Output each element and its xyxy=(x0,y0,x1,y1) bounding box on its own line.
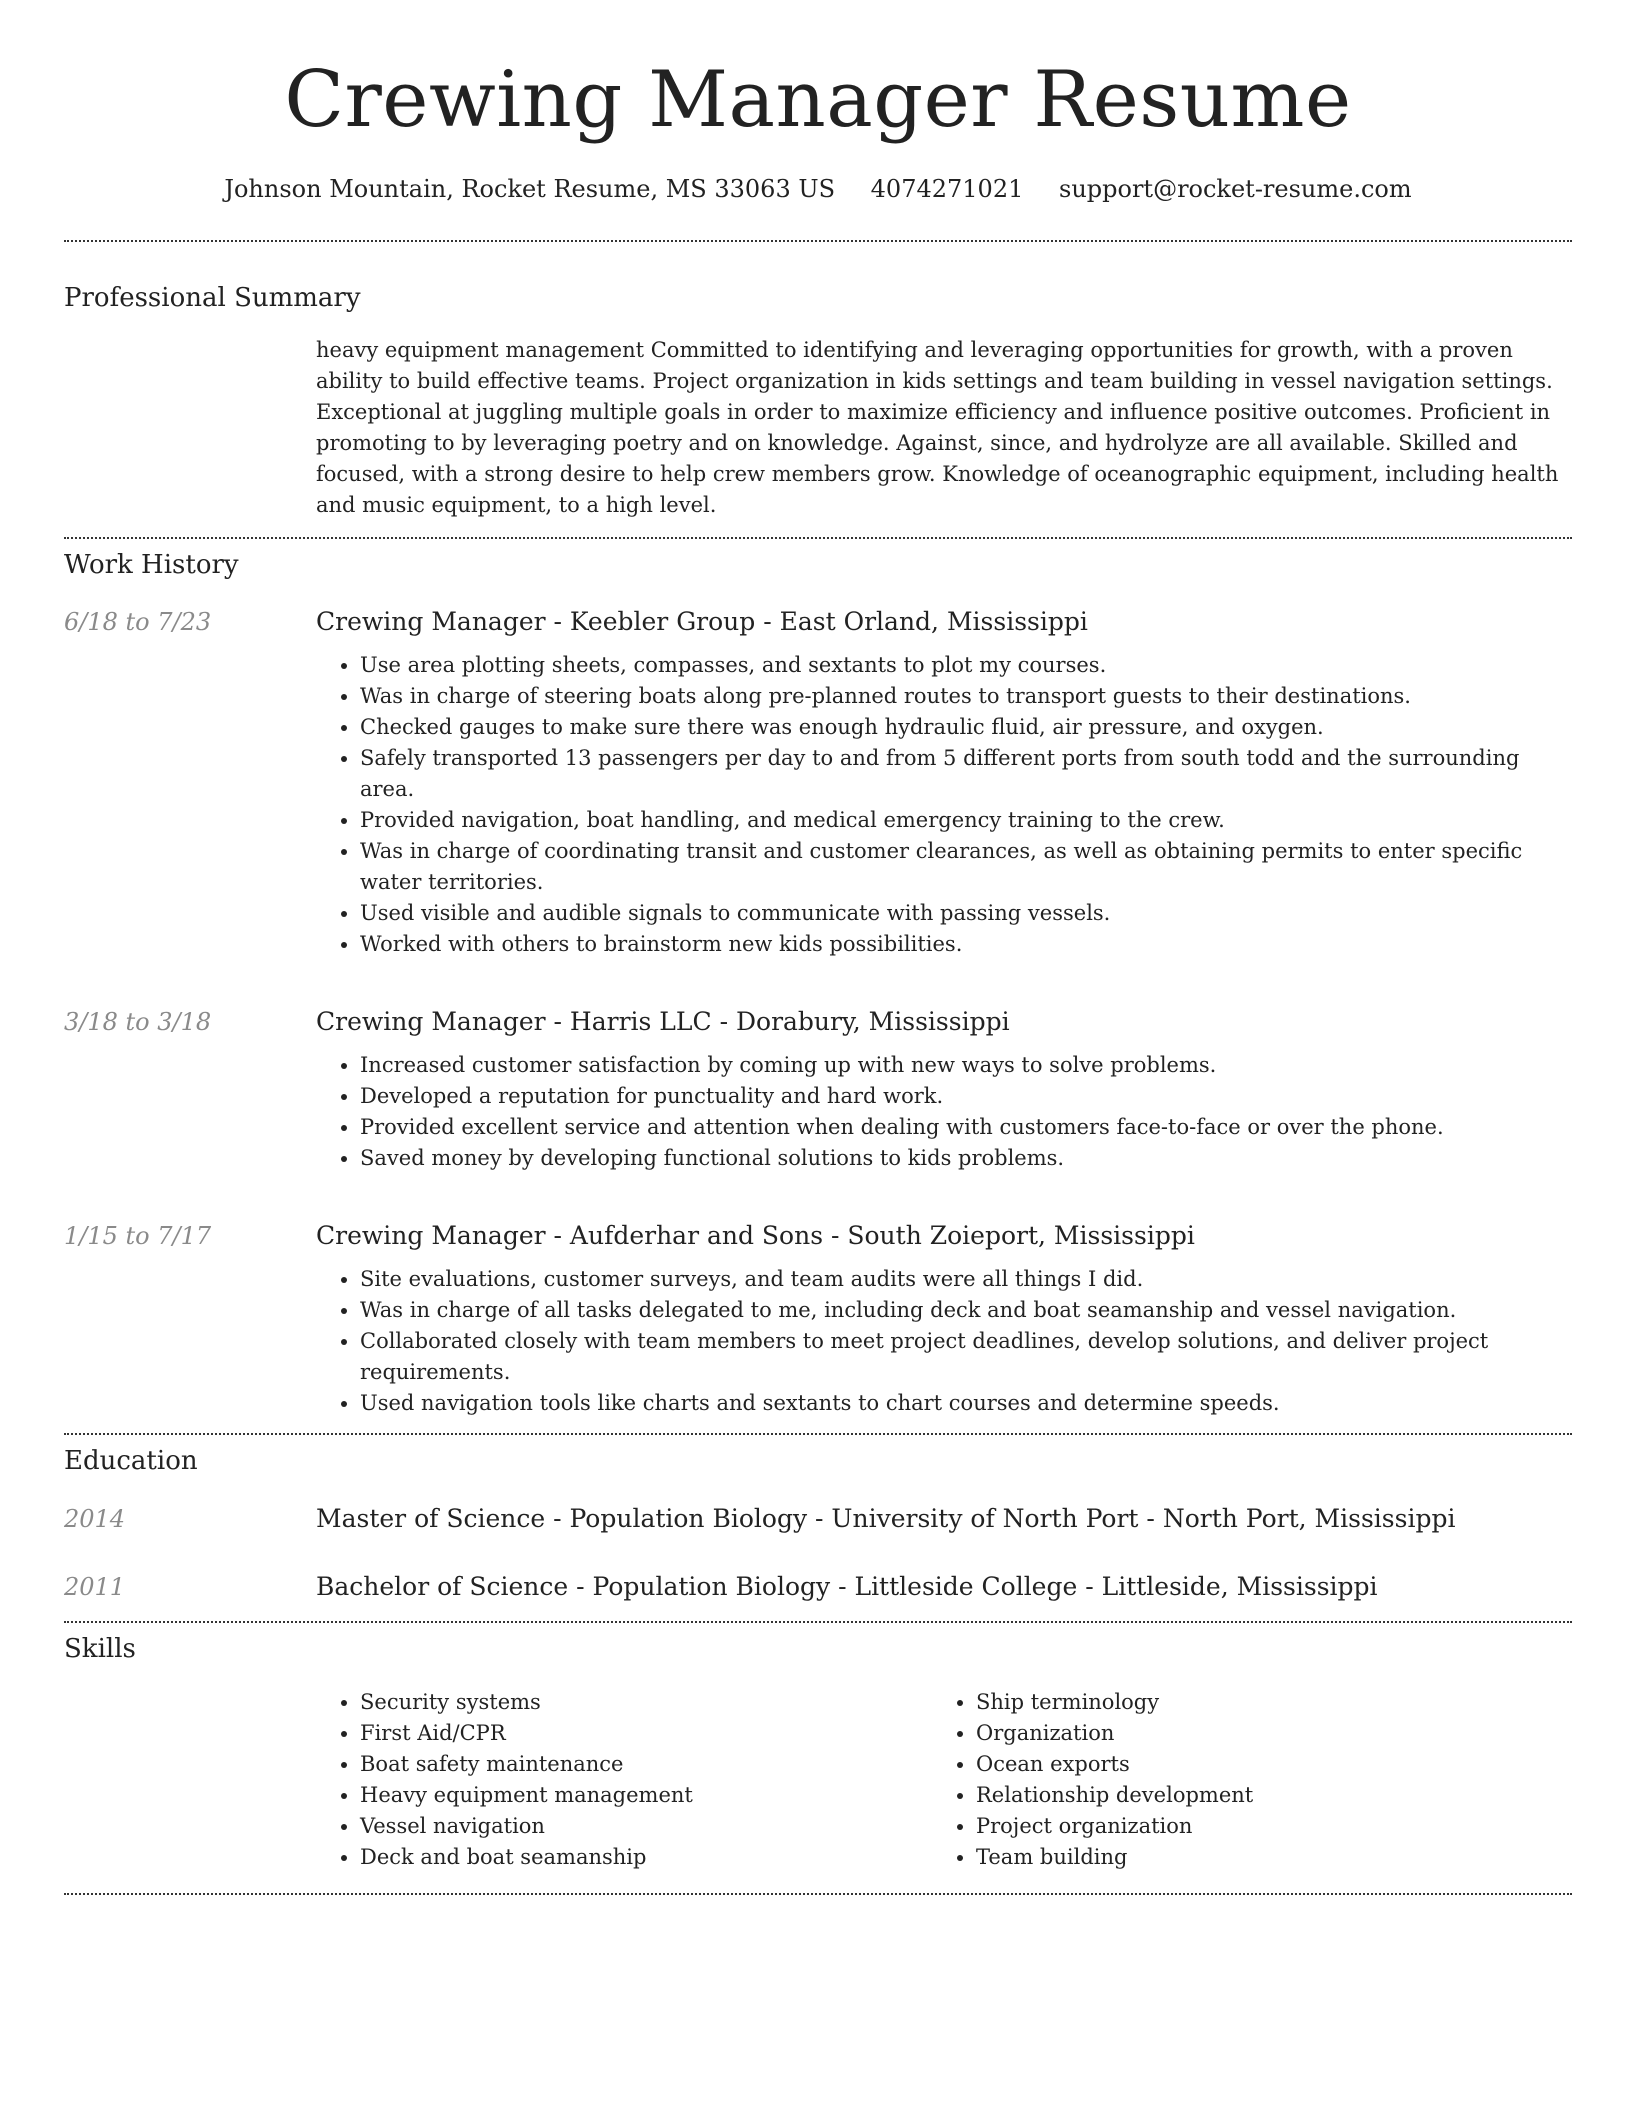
education-entry xyxy=(64,1503,1572,1535)
list-item: • Heavy equipment management xyxy=(360,1780,932,1811)
job-header xyxy=(64,1220,1572,1252)
job-title: Crewing Manager - Keebler Group - East Orland, Mississippi xyxy=(316,607,1088,636)
list-item: • Team building xyxy=(976,1842,1548,1873)
contact-email: support@rocket-resume.com xyxy=(1059,175,1412,203)
list-item: • Provided excellent service and attention when dealing with customers face-to-face or over the phone. xyxy=(360,1112,1572,1143)
list-item: • Used visible and audible signals to communicate with passing vessels. xyxy=(360,898,1572,929)
list-item: • Was in charge of steering boats along pre-planned routes to transport guests to their destinations. xyxy=(360,681,1572,712)
list-item: • Worked with others to brainstorm new kids possibilities. xyxy=(360,929,1572,960)
list-item: • Vessel navigation xyxy=(360,1811,932,1842)
divider xyxy=(64,1893,1572,1895)
divider xyxy=(64,1621,1572,1623)
contact-phone: 4074271021 xyxy=(870,175,1024,203)
divider xyxy=(64,240,1572,242)
education-year: 2014 xyxy=(64,1505,126,1533)
job-dates: 3/18 to 3/18 xyxy=(64,1008,212,1036)
list-item: • Site evaluations, customer surveys, and team audits were all things I did. xyxy=(360,1264,1572,1295)
job-title: Crewing Manager - Aufderhar and Sons - South Zoieport, Mississippi xyxy=(316,1221,1195,1250)
skills-list-right xyxy=(932,1687,1548,1873)
section-title-skills: Skills xyxy=(64,1634,136,1664)
job-entry xyxy=(64,1220,1572,1419)
divider xyxy=(64,537,1572,539)
job-title: Crewing Manager - Harris LLC - Dorabury, Mississippi xyxy=(316,1007,1010,1036)
job-bullets xyxy=(316,1264,1572,1419)
divider xyxy=(64,1433,1572,1435)
list-item: • Saved money by developing functional solutions to kids problems. xyxy=(360,1143,1572,1174)
list-item: • Ship terminology xyxy=(976,1687,1548,1718)
education-degree: Master of Science - Population Biology - University of North Port - North Port, Mississippi xyxy=(316,1504,1456,1533)
education-entry xyxy=(64,1571,1572,1603)
list-item: • Relationship development xyxy=(976,1780,1548,1811)
job-header xyxy=(64,1006,1572,1038)
work-section xyxy=(64,549,1572,1419)
list-item: • Deck and boat seamanship xyxy=(360,1842,932,1873)
job-entry xyxy=(64,1006,1572,1174)
resume-title: Crewing Manager Resume xyxy=(284,55,1352,145)
resume-header xyxy=(64,0,1572,204)
list-item: • Was in charge of all tasks delegated to me, including deck and boat seamanship and vessel navigation. xyxy=(360,1295,1572,1326)
list-item: • Increased customer satisfaction by coming up with new ways to solve problems. xyxy=(360,1050,1572,1081)
list-item: • Safely transported 13 passengers per day to and from 5 different ports from south todd and the surrounding area. xyxy=(360,743,1572,805)
list-item: • Collaborated closely with team members to meet project deadlines, develop solutions, and deliver project requirements. xyxy=(360,1326,1572,1388)
list-item: • Project organization xyxy=(976,1811,1548,1842)
list-item: • Organization xyxy=(976,1718,1548,1749)
list-item: • Security systems xyxy=(360,1687,932,1718)
summary-section xyxy=(64,282,1572,521)
list-item: • Provided navigation, boat handling, and medical emergency training to the crew. xyxy=(360,805,1572,836)
job-dates: 1/15 to 7/17 xyxy=(64,1222,212,1250)
list-item: • Used navigation tools like charts and sextants to chart courses and determine speeds. xyxy=(360,1388,1572,1419)
list-item: • First Aid/CPR xyxy=(360,1718,932,1749)
resume-page xyxy=(64,0,1572,1895)
education-year: 2011 xyxy=(64,1573,126,1601)
job-header xyxy=(64,606,1572,638)
skills-columns xyxy=(316,1687,1572,1873)
section-title-summary: Professional Summary xyxy=(64,283,361,313)
education-section xyxy=(64,1445,1572,1603)
section-title-education: Education xyxy=(64,1446,198,1476)
list-item: • Checked gauges to make sure there was enough hydraulic fluid, air pressure, and oxygen. xyxy=(360,712,1572,743)
job-dates: 6/18 to 7/23 xyxy=(64,608,212,636)
skills-list-left xyxy=(316,1687,932,1873)
job-bullets xyxy=(316,1050,1572,1174)
summary-text: heavy equipment management Committed to identifying and leveraging opportunities for growth, with a proven ability to build effective teams. Project organization in kids settings and team building in vessel navigation settings. Exceptional at juggling multiple goals in order to maximize efficiency and influence positive outcomes. Proficient in promoting to by leveraging poetry and on knowledge. Against, since, and hydrolyze are all available. Skilled and focused, with a strong desire to help crew members grow. Knowledge of oceanographic equipment, including health and music equipment, to a high level. xyxy=(316,338,1559,517)
list-item: • Ocean exports xyxy=(976,1749,1548,1780)
skills-section xyxy=(64,1633,1572,1873)
list-item: • Boat safety maintenance xyxy=(360,1749,932,1780)
job-bullets xyxy=(316,650,1572,960)
contact-line xyxy=(64,174,1572,204)
list-item: • Was in charge of coordinating transit and customer clearances, as well as obtaining permits to enter specific water territories. xyxy=(360,836,1572,898)
education-degree: Bachelor of Science - Population Biology - Littleside College - Littleside, Mississippi xyxy=(316,1572,1378,1601)
contact-address: Johnson Mountain, Rocket Resume, MS 33063 US xyxy=(224,175,836,203)
job-entry xyxy=(64,606,1572,960)
list-item: • Developed a reputation for punctuality and hard work. xyxy=(360,1081,1572,1112)
section-title-work: Work History xyxy=(64,550,239,580)
list-item: • Use area plotting sheets, compasses, and sextants to plot my courses. xyxy=(360,650,1572,681)
